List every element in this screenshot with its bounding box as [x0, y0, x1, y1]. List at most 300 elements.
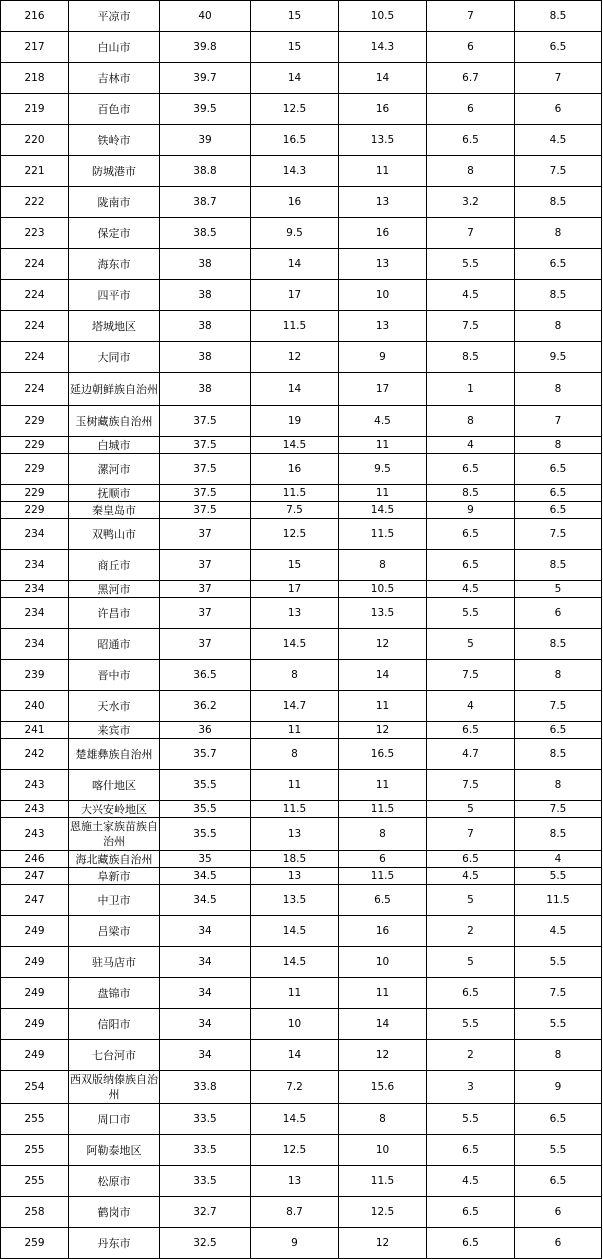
score-b-cell: 13.5: [339, 598, 427, 629]
score-a-cell: 7.5: [251, 502, 339, 519]
score-c-cell: 8: [427, 406, 515, 437]
table-body: [1, 1, 602, 1259]
table-row: [1, 1166, 602, 1197]
score-a-cell: 16: [251, 187, 339, 218]
score-b-cell: 11: [339, 156, 427, 187]
table-row: [1, 218, 602, 249]
score-d-cell: 6: [515, 598, 602, 629]
rank-cell: 234: [1, 629, 69, 660]
table-row: [1, 801, 602, 818]
rank-cell: 224: [1, 249, 69, 280]
table-row: [1, 660, 602, 691]
score-c-cell: 4: [427, 691, 515, 722]
score-d-cell: 7.5: [515, 691, 602, 722]
score-a-cell: 13: [251, 868, 339, 885]
score-c-cell: 6: [427, 32, 515, 63]
table-row: [1, 311, 602, 342]
score-c-cell: 6.5: [427, 1135, 515, 1166]
score-c-cell: 4: [427, 437, 515, 454]
table-row: [1, 249, 602, 280]
city-cell: 中卫市: [69, 885, 160, 916]
rank-cell: 247: [1, 885, 69, 916]
rank-cell: 217: [1, 32, 69, 63]
score-c-cell: 7.5: [427, 770, 515, 801]
score-a-cell: 13: [251, 818, 339, 851]
table-row: [1, 406, 602, 437]
score-b-cell: 10: [339, 280, 427, 311]
table-row: [1, 437, 602, 454]
score-a-cell: 12.5: [251, 519, 339, 550]
score-c-cell: 8.5: [427, 485, 515, 502]
city-cell: 白山市: [69, 32, 160, 63]
score-a-cell: 7.2: [251, 1071, 339, 1104]
score-c-cell: 1: [427, 373, 515, 406]
score-a-cell: 14.5: [251, 437, 339, 454]
total-score-cell: 35.5: [160, 801, 251, 818]
table-row: [1, 342, 602, 373]
city-cell: 丹东市: [69, 1228, 160, 1259]
table-row: [1, 885, 602, 916]
total-score-cell: 37.5: [160, 454, 251, 485]
total-score-cell: 39.5: [160, 94, 251, 125]
city-cell: 信阳市: [69, 1009, 160, 1040]
score-a-cell: 10: [251, 1009, 339, 1040]
total-score-cell: 37: [160, 519, 251, 550]
score-b-cell: 14: [339, 63, 427, 94]
table-row: [1, 770, 602, 801]
city-cell: 双鸭山市: [69, 519, 160, 550]
score-c-cell: 6.5: [427, 722, 515, 739]
city-cell: 平凉市: [69, 1, 160, 32]
score-d-cell: 7.5: [515, 519, 602, 550]
city-cell: 西双版纳傣族自治州: [69, 1071, 160, 1104]
total-score-cell: 35.5: [160, 770, 251, 801]
total-score-cell: 36.5: [160, 660, 251, 691]
total-score-cell: 34: [160, 947, 251, 978]
rank-cell: 229: [1, 485, 69, 502]
score-a-cell: 14: [251, 249, 339, 280]
total-score-cell: 34: [160, 1009, 251, 1040]
city-cell: 晋中市: [69, 660, 160, 691]
city-cell: 鹤岗市: [69, 1197, 160, 1228]
total-score-cell: 33.8: [160, 1071, 251, 1104]
city-cell: 商丘市: [69, 550, 160, 581]
city-cell: 来宾市: [69, 722, 160, 739]
score-d-cell: 9.5: [515, 342, 602, 373]
rank-cell: 229: [1, 502, 69, 519]
score-c-cell: 8: [427, 156, 515, 187]
rank-cell: 243: [1, 801, 69, 818]
score-c-cell: 5: [427, 801, 515, 818]
score-b-cell: 9: [339, 342, 427, 373]
table-row: [1, 187, 602, 218]
score-b-cell: 12: [339, 1228, 427, 1259]
score-b-cell: 17: [339, 373, 427, 406]
score-d-cell: 8: [515, 437, 602, 454]
rank-cell: 255: [1, 1104, 69, 1135]
score-a-cell: 8.7: [251, 1197, 339, 1228]
score-b-cell: 10.5: [339, 1, 427, 32]
table-row: [1, 1, 602, 32]
score-d-cell: 5.5: [515, 868, 602, 885]
city-cell: 陇南市: [69, 187, 160, 218]
score-b-cell: 14.5: [339, 502, 427, 519]
score-c-cell: 7.5: [427, 660, 515, 691]
total-score-cell: 32.5: [160, 1228, 251, 1259]
total-score-cell: 34: [160, 916, 251, 947]
total-score-cell: 40: [160, 1, 251, 32]
score-a-cell: 11: [251, 722, 339, 739]
total-score-cell: 36: [160, 722, 251, 739]
rank-cell: 223: [1, 218, 69, 249]
rank-cell: 242: [1, 739, 69, 770]
score-a-cell: 8: [251, 739, 339, 770]
score-c-cell: 6.5: [427, 550, 515, 581]
score-a-cell: 14: [251, 1040, 339, 1071]
score-b-cell: 11: [339, 437, 427, 454]
rank-cell: 246: [1, 851, 69, 868]
city-cell: 阜新市: [69, 868, 160, 885]
total-score-cell: 34.5: [160, 868, 251, 885]
rank-cell: 224: [1, 280, 69, 311]
table-row: [1, 280, 602, 311]
total-score-cell: 35: [160, 851, 251, 868]
score-b-cell: 16.5: [339, 739, 427, 770]
score-c-cell: 2: [427, 1040, 515, 1071]
score-a-cell: 14.5: [251, 916, 339, 947]
score-b-cell: 14: [339, 660, 427, 691]
score-d-cell: 4.5: [515, 125, 602, 156]
score-a-cell: 12.5: [251, 1135, 339, 1166]
score-c-cell: 6.5: [427, 1197, 515, 1228]
score-d-cell: 5.5: [515, 1009, 602, 1040]
total-score-cell: 38.8: [160, 156, 251, 187]
score-a-cell: 14.3: [251, 156, 339, 187]
total-score-cell: 34.5: [160, 885, 251, 916]
total-score-cell: 34: [160, 978, 251, 1009]
rank-cell: 224: [1, 311, 69, 342]
rank-cell: 220: [1, 125, 69, 156]
total-score-cell: 39.7: [160, 63, 251, 94]
city-cell: 抚顺市: [69, 485, 160, 502]
score-a-cell: 14.5: [251, 1104, 339, 1135]
city-cell: 恩施土家族苗族自治州: [69, 818, 160, 851]
table-row: [1, 978, 602, 1009]
total-score-cell: 37: [160, 629, 251, 660]
city-cell: 塔城地区: [69, 311, 160, 342]
rank-cell: 258: [1, 1197, 69, 1228]
table-row: [1, 94, 602, 125]
total-score-cell: 38.5: [160, 218, 251, 249]
table-row: [1, 156, 602, 187]
total-score-cell: 33.5: [160, 1135, 251, 1166]
score-a-cell: 14: [251, 373, 339, 406]
score-a-cell: 16: [251, 454, 339, 485]
score-a-cell: 11.5: [251, 485, 339, 502]
rank-cell: 254: [1, 1071, 69, 1104]
rank-cell: 249: [1, 1040, 69, 1071]
city-cell: 大同市: [69, 342, 160, 373]
score-d-cell: 6: [515, 1197, 602, 1228]
city-cell: 吕梁市: [69, 916, 160, 947]
score-a-cell: 11: [251, 978, 339, 1009]
score-c-cell: 7.5: [427, 311, 515, 342]
rank-cell: 249: [1, 947, 69, 978]
score-a-cell: 14.7: [251, 691, 339, 722]
score-c-cell: 7: [427, 818, 515, 851]
score-d-cell: 8.5: [515, 818, 602, 851]
score-c-cell: 5: [427, 947, 515, 978]
score-d-cell: 7: [515, 406, 602, 437]
score-d-cell: 4: [515, 851, 602, 868]
score-c-cell: 4.5: [427, 581, 515, 598]
total-score-cell: 38: [160, 373, 251, 406]
score-b-cell: 11.5: [339, 868, 427, 885]
rank-cell: 229: [1, 437, 69, 454]
rank-cell: 240: [1, 691, 69, 722]
score-a-cell: 13: [251, 598, 339, 629]
rank-cell: 249: [1, 978, 69, 1009]
score-b-cell: 10: [339, 1135, 427, 1166]
score-a-cell: 15: [251, 1, 339, 32]
score-b-cell: 11.5: [339, 519, 427, 550]
city-cell: 楚雄彝族自治州: [69, 739, 160, 770]
city-cell: 防城港市: [69, 156, 160, 187]
score-d-cell: 4.5: [515, 916, 602, 947]
score-b-cell: 14: [339, 1009, 427, 1040]
score-d-cell: 6.5: [515, 502, 602, 519]
score-b-cell: 16: [339, 916, 427, 947]
table-row: [1, 868, 602, 885]
score-b-cell: 6: [339, 851, 427, 868]
score-c-cell: 6.5: [427, 1228, 515, 1259]
score-b-cell: 12: [339, 1040, 427, 1071]
score-c-cell: 6.5: [427, 125, 515, 156]
total-score-cell: 37.5: [160, 502, 251, 519]
score-b-cell: 6.5: [339, 885, 427, 916]
score-c-cell: 6.5: [427, 454, 515, 485]
score-d-cell: 11.5: [515, 885, 602, 916]
score-c-cell: 4.5: [427, 1166, 515, 1197]
rank-cell: 243: [1, 770, 69, 801]
city-cell: 保定市: [69, 218, 160, 249]
score-d-cell: 8: [515, 660, 602, 691]
city-cell: 阿勒泰地区: [69, 1135, 160, 1166]
total-score-cell: 38.7: [160, 187, 251, 218]
table-row: [1, 722, 602, 739]
city-cell: 百色市: [69, 94, 160, 125]
total-score-cell: 34: [160, 1040, 251, 1071]
score-c-cell: 7: [427, 1, 515, 32]
score-d-cell: 8.5: [515, 1, 602, 32]
city-cell: 白城市: [69, 437, 160, 454]
score-d-cell: 6.5: [515, 249, 602, 280]
rank-cell: 234: [1, 598, 69, 629]
score-d-cell: 9: [515, 1071, 602, 1104]
score-c-cell: 5.5: [427, 1104, 515, 1135]
rank-cell: 234: [1, 581, 69, 598]
score-a-cell: 17: [251, 581, 339, 598]
table-row: [1, 373, 602, 406]
score-d-cell: 8.5: [515, 280, 602, 311]
table-row: [1, 1071, 602, 1104]
score-c-cell: 2: [427, 916, 515, 947]
table-row: [1, 916, 602, 947]
score-c-cell: 4.5: [427, 868, 515, 885]
rank-cell: 249: [1, 916, 69, 947]
score-d-cell: 6: [515, 1228, 602, 1259]
score-b-cell: 16: [339, 94, 427, 125]
score-d-cell: 8: [515, 218, 602, 249]
total-score-cell: 39.8: [160, 32, 251, 63]
score-a-cell: 18.5: [251, 851, 339, 868]
score-d-cell: 7.5: [515, 801, 602, 818]
city-cell: 黑河市: [69, 581, 160, 598]
score-a-cell: 12: [251, 342, 339, 373]
score-c-cell: 5: [427, 885, 515, 916]
table-row: [1, 1135, 602, 1166]
score-a-cell: 11.5: [251, 801, 339, 818]
score-c-cell: 5.5: [427, 1009, 515, 1040]
city-cell: 海北藏族自治州: [69, 851, 160, 868]
score-a-cell: 14.5: [251, 629, 339, 660]
score-c-cell: 3: [427, 1071, 515, 1104]
score-b-cell: 11: [339, 691, 427, 722]
score-a-cell: 11: [251, 770, 339, 801]
score-b-cell: 11.5: [339, 801, 427, 818]
score-b-cell: 4.5: [339, 406, 427, 437]
total-score-cell: 33.5: [160, 1166, 251, 1197]
score-d-cell: 5.5: [515, 947, 602, 978]
total-score-cell: 38: [160, 249, 251, 280]
city-cell: 玉树藏族自治州: [69, 406, 160, 437]
table-row: [1, 519, 602, 550]
city-cell: 天水市: [69, 691, 160, 722]
city-cell: 喀什地区: [69, 770, 160, 801]
table-row: [1, 1197, 602, 1228]
table-row: [1, 818, 602, 851]
score-b-cell: 13.5: [339, 125, 427, 156]
total-score-cell: 38: [160, 280, 251, 311]
rank-cell: 243: [1, 818, 69, 851]
score-d-cell: 8: [515, 1040, 602, 1071]
score-c-cell: 6.7: [427, 63, 515, 94]
total-score-cell: 35.7: [160, 739, 251, 770]
rank-cell: 255: [1, 1166, 69, 1197]
score-a-cell: 9.5: [251, 218, 339, 249]
total-score-cell: 37: [160, 598, 251, 629]
score-b-cell: 8: [339, 818, 427, 851]
city-cell: 铁岭市: [69, 125, 160, 156]
score-d-cell: 6.5: [515, 722, 602, 739]
table-row: [1, 947, 602, 978]
score-d-cell: 8: [515, 311, 602, 342]
rank-cell: 249: [1, 1009, 69, 1040]
city-cell: 周口市: [69, 1104, 160, 1135]
table-row: [1, 125, 602, 156]
score-c-cell: 7: [427, 218, 515, 249]
total-score-cell: 37: [160, 581, 251, 598]
table-row: [1, 63, 602, 94]
rank-cell: 224: [1, 373, 69, 406]
score-a-cell: 16.5: [251, 125, 339, 156]
city-cell: 盘锦市: [69, 978, 160, 1009]
score-d-cell: 6.5: [515, 1104, 602, 1135]
table-row: [1, 629, 602, 660]
score-c-cell: 6: [427, 94, 515, 125]
table-row: [1, 739, 602, 770]
total-score-cell: 38: [160, 342, 251, 373]
score-c-cell: 3.2: [427, 187, 515, 218]
city-cell: 海东市: [69, 249, 160, 280]
city-cell: 昭通市: [69, 629, 160, 660]
score-b-cell: 8: [339, 550, 427, 581]
rank-cell: 239: [1, 660, 69, 691]
rank-cell: 219: [1, 94, 69, 125]
score-d-cell: 5.5: [515, 1135, 602, 1166]
score-c-cell: 4.7: [427, 739, 515, 770]
table-row: [1, 32, 602, 63]
score-a-cell: 11.5: [251, 311, 339, 342]
rank-cell: 221: [1, 156, 69, 187]
score-d-cell: 7: [515, 63, 602, 94]
table-row: [1, 1009, 602, 1040]
score-b-cell: 14.3: [339, 32, 427, 63]
city-cell: 松原市: [69, 1166, 160, 1197]
total-score-cell: 33.5: [160, 1104, 251, 1135]
city-cell: 吉林市: [69, 63, 160, 94]
table-row: [1, 691, 602, 722]
table-row: [1, 550, 602, 581]
score-b-cell: 13: [339, 187, 427, 218]
score-c-cell: 5.5: [427, 598, 515, 629]
city-cell: 延边朝鲜族自治州: [69, 373, 160, 406]
city-cell: 漯河市: [69, 454, 160, 485]
city-cell: 驻马店市: [69, 947, 160, 978]
rank-cell: 218: [1, 63, 69, 94]
table-row: [1, 502, 602, 519]
table-row: [1, 598, 602, 629]
score-b-cell: 13: [339, 311, 427, 342]
score-a-cell: 14.5: [251, 947, 339, 978]
city-cell: 大兴安岭地区: [69, 801, 160, 818]
score-a-cell: 17: [251, 280, 339, 311]
total-score-cell: 37.5: [160, 437, 251, 454]
score-a-cell: 12.5: [251, 94, 339, 125]
score-a-cell: 15: [251, 550, 339, 581]
table-row: [1, 1040, 602, 1071]
table-row: [1, 454, 602, 485]
city-cell: 七台河市: [69, 1040, 160, 1071]
score-c-cell: 6.5: [427, 978, 515, 1009]
score-c-cell: 4.5: [427, 280, 515, 311]
rank-cell: 259: [1, 1228, 69, 1259]
score-a-cell: 9: [251, 1228, 339, 1259]
table-row: [1, 1228, 602, 1259]
score-a-cell: 13.5: [251, 885, 339, 916]
score-d-cell: 8.5: [515, 187, 602, 218]
total-score-cell: 35.5: [160, 818, 251, 851]
score-a-cell: 19: [251, 406, 339, 437]
city-cell: 许昌市: [69, 598, 160, 629]
score-b-cell: 10: [339, 947, 427, 978]
total-score-cell: 39: [160, 125, 251, 156]
table-row: [1, 485, 602, 502]
score-b-cell: 8: [339, 1104, 427, 1135]
score-d-cell: 6: [515, 94, 602, 125]
table-row: [1, 581, 602, 598]
score-b-cell: 10.5: [339, 581, 427, 598]
